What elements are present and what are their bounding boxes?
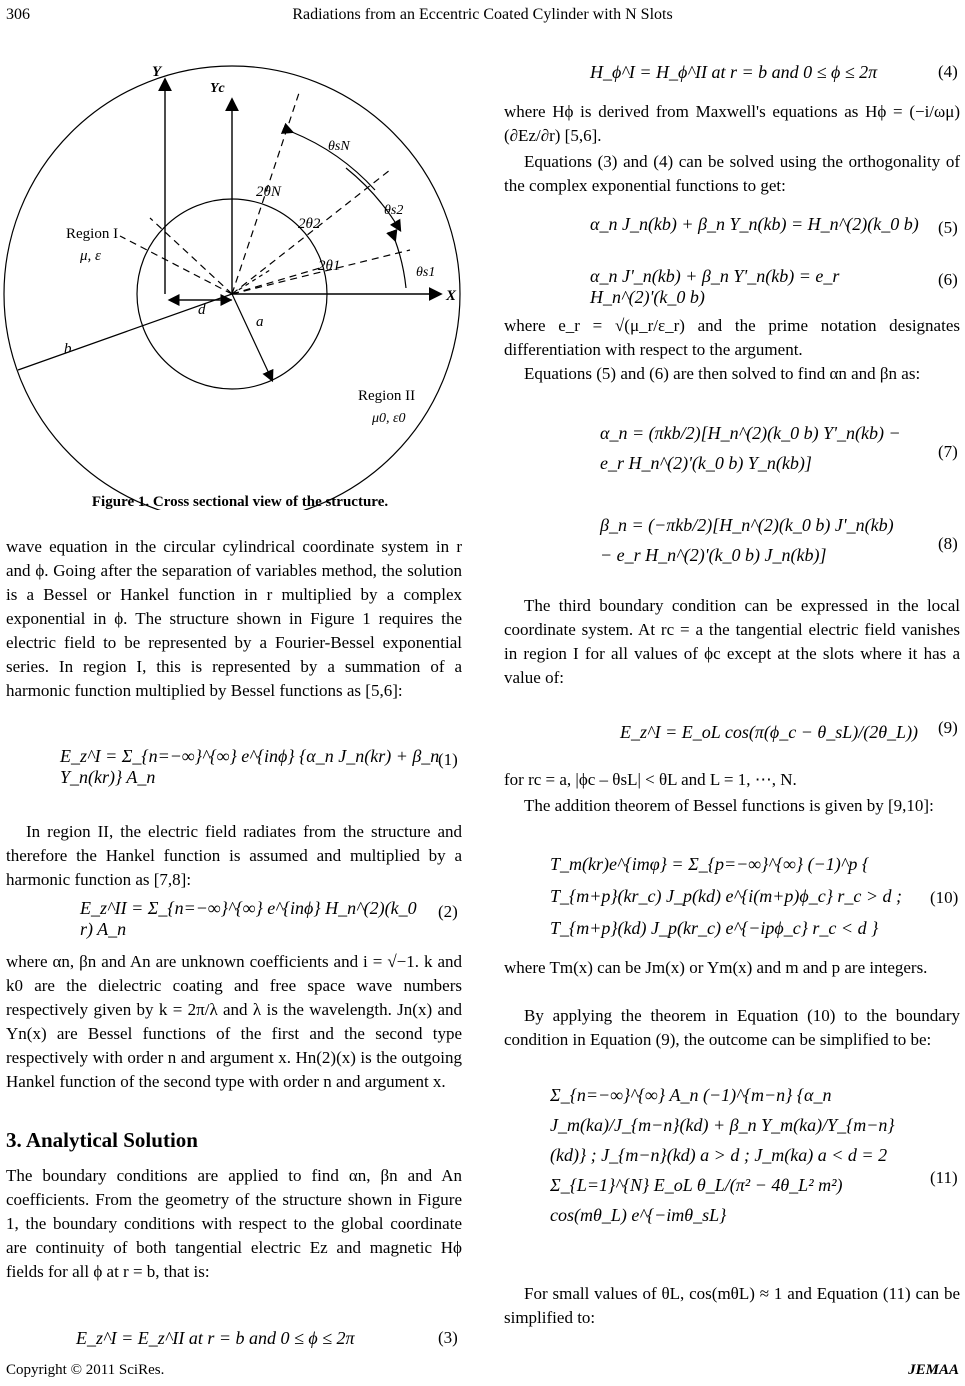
right-para-14: For small values of θL, cos(mθL) ≈ 1 and Equation (11) can be simplified to: [504, 1284, 960, 1327]
a-radius [232, 294, 272, 380]
right-para-8: Equations (5) and (6) are then solved to find αn and βn as: [524, 364, 921, 383]
left-para-1: wave equation in the circular cylindrical coordinate system in r and ϕ. Going after the separation of variables method, the solution is a Bessel or Hankel function in r multiplied by a complex exponential in ϕ. The structure shown in Figure 1 requires the electric field to be represented by a Fourier-Bessel exponential series. In region I, this is represented by a summation of a harmonic function multiplied by Bessel functions as [5,6]: [6, 537, 462, 700]
label-theta-s1: θs1 [416, 265, 436, 280]
equation-11: Σ_{n=−∞}^{∞} A_n (−1)^{m−n} {α_n J_m(ka)/J_{m−n}(kd) + β_n Y_m(ka)/Y_{m−n}(kd)} ; J_{m−n}(kd) a > d ; J_m(ka) a < d = 2 Σ_{L=1}^{N} E_oL θ_L/(π² − 4θ_L² m²) cos(mθ_L) e^{−imθ_sL} [550, 1085, 895, 1225]
label-region1-params: μ, ε [80, 248, 101, 264]
right-para-6: Equations (3) and (4) can be solved using the orthogonality of the complex exponential functions to get: [504, 152, 960, 195]
equation-6: α_n J'_n(kb) + β_n Y'_n(kb) = e_r H_n^(2)'(k_0 b) [590, 266, 840, 307]
right-para-12: where Tm(x) can be Jm(x) or Ym(x) and m and p are integers. [504, 958, 928, 977]
equation-1: E_z^I = Σ_{n=−∞}^{∞} e^{inϕ} {α_n J_n(kr) + β_n Y_n(kr)} A_n [60, 746, 440, 787]
structure-figure [0, 50, 470, 510]
left-para-3: where αn, βn and An are unknown coefficients and i = √−1. k and k0 are the dielectric coating and free space wave numbers respectively given by k = 2π/λ and λ is the wavelength. Jn(x) and Yn(x) are Bessel functions of the first and the second type respectively with order n and argument x. Hn(2)(x) is the outgoing Hankel function of the second type with order n and argument x. [6, 952, 462, 1091]
right-para-10: for rc = a, |ϕc – θsL| < θL and L = 1, ⋯, N. [504, 770, 797, 789]
page-number: 306 [6, 6, 30, 23]
footer-copyright: Copyright © 2011 SciRes. [6, 1362, 165, 1378]
equation-9-number: (9) [938, 718, 958, 737]
right-para-9: The third boundary condition can be expressed in the local coordinate system. At rc = a the tangential electric field vanishes in region I for all values of ϕc except at the slots where it has a value of: [504, 596, 960, 687]
equation-3: E_z^I = E_z^II at r = b and 0 ≤ ϕ ≤ 2π [76, 1328, 355, 1348]
label-d: d [198, 302, 206, 318]
equation-10: T_m(kr)e^{imφ} = Σ_{p=−∞}^{∞} (−1)^p { T_{m+p}(kr_c) J_p(kd) e^{i(m+p)ϕ_c} r_c > d ; T_{m+p}(kd) J_p(kr_c) e^{−ipϕ_c} r_c < d } [550, 854, 903, 938]
running-title: Radiations from an Eccentric Coated Cylinder with N Slots [292, 6, 673, 23]
equation-11-number: (11) [930, 1168, 958, 1187]
label-region2: Region II [358, 388, 416, 404]
label-b: b [64, 341, 72, 357]
figure-caption: Figure 1. Cross sectional view of the structure. [91, 494, 389, 510]
slot-ray-c [232, 268, 320, 294]
arc-theta-s1 [395, 240, 406, 288]
section-title: 3. Analytical Solution [6, 1128, 198, 1152]
equation-3-number: (3) [438, 1328, 458, 1347]
equation-9: E_z^I = E_oL cos(π(ϕ_c − θ_sL)/(2θ_L)) [620, 722, 919, 742]
right-para-7: where e_r = √(μ_r/ε_r) and the prime notation designates differentiation with respect to the argument. [504, 316, 960, 359]
label-region1: Region I [66, 226, 119, 242]
right-para-13: By applying the theorem in Equation (10) to the boundary condition in Equation (9), the outcome can be simplified to be: [504, 1006, 960, 1049]
label-region2-params: μ0, ε0 [372, 411, 406, 426]
equation-1-number: (1) [438, 750, 458, 769]
label-y: Y [152, 64, 162, 80]
equation-6-number: (6) [938, 270, 958, 289]
equation-8: β_n = (−πkb/2)[H_n^(2)(k_0 b) J'_n(kb) − e_r H_n^(2)'(k_0 b) J_n(kb)] [600, 515, 894, 565]
equation-2-number: (2) [438, 902, 458, 921]
label-yc: Yc [210, 81, 225, 96]
label-x: X [446, 288, 457, 304]
equation-5-number: (5) [938, 218, 958, 237]
equation-2: E_z^II = Σ_{n=−∞}^{∞} e^{inϕ} H_n^(2)(k_0 r) A_n [80, 898, 417, 939]
label-2theta-2: 2θ2 [298, 216, 321, 232]
equation-4-number: (4) [938, 62, 958, 81]
equation-7: α_n = (πkb/2)[H_n^(2)(k_0 b) Y'_n(kb) − e_r H_n^(2)'(k_0 b) Y_n(kb)] [600, 423, 901, 473]
equation-10-number: (10) [930, 888, 959, 907]
footer-journal: JEMAA [908, 1362, 959, 1378]
arc-theta-s2 [346, 168, 400, 230]
label-2theta-N: 2θN [256, 184, 281, 200]
right-para-11: The addition theorem of Bessel functions is given by [9,10]: [524, 796, 934, 815]
right-para-5: where Hϕ is derived from Maxwell's equations as Hϕ = (−i/ωμ)(∂Ez/∂r) [5,6]. [504, 102, 960, 145]
equation-4: H_ϕ^I = H_ϕ^II at r = b and 0 ≤ ϕ ≤ 2π [590, 62, 878, 82]
label-theta-s2: θs2 [384, 203, 404, 218]
equation-8-number: (8) [938, 534, 958, 553]
label-2theta-1: 2θ1 [318, 258, 341, 274]
label-a: a [256, 314, 264, 330]
equation-5: α_n J_n(kb) + β_n Y_n(kb) = H_n^(2)(k_0 b) [590, 214, 919, 234]
equation-7-number: (7) [938, 442, 958, 461]
left-para-2: In region II, the electric field radiates from the structure and therefore the Hankel function is assumed and multiplied by a harmonic function as [7,8]: [6, 822, 462, 889]
left-para-4: The boundary conditions are applied to find αn, βn and An coefficients. From the geometry of the structure shown in Figure 1, the boundary conditions with respect to the global coordinate are continuity of both tangential electric Ez and magnetic Hϕ fields for all ϕ at r = b, that is: [6, 1166, 462, 1281]
slot-ray-d [232, 270, 270, 294]
label-theta-sN: θsN [328, 139, 350, 154]
